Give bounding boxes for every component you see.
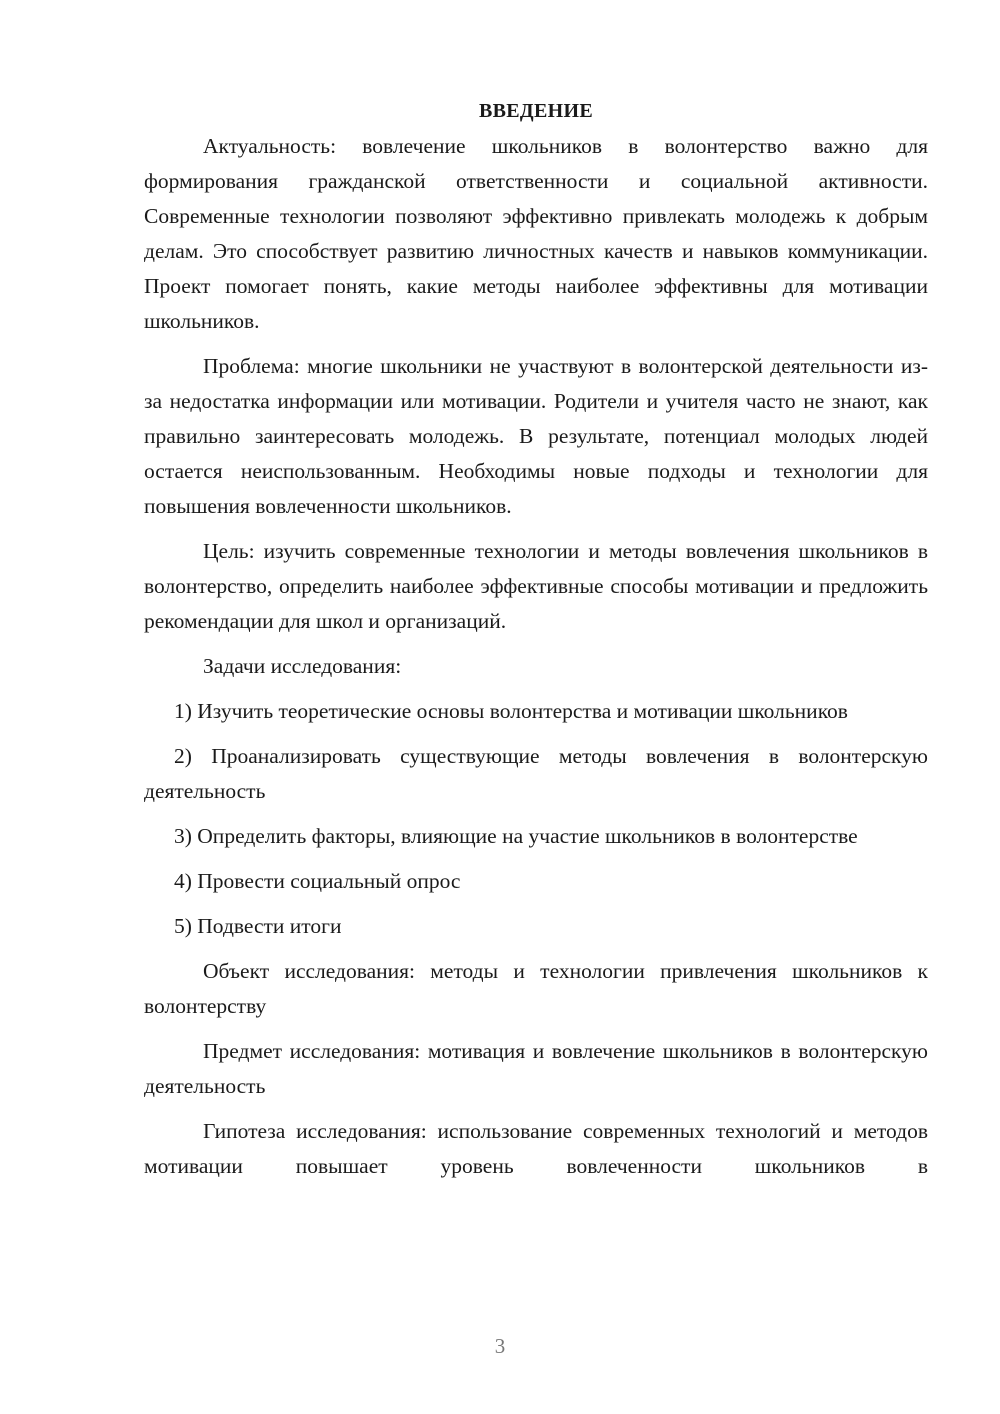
page-title: ВВЕДЕНИЕ — [479, 100, 593, 122]
task-item-3: 3) Определить факторы, влияющие на участие школьников в волонтерстве — [174, 824, 858, 848]
task-item-2: 2) Проанализировать существующие методы вовлечения в волонтерскую деятельность — [144, 744, 928, 803]
page-number: 3 — [494, 1334, 506, 1358]
paragraph-problem: Проблема: многие школьники не участвуют в волонтерской деятельности из-за недостатка информации или мотивации. Родители и учителя часто не знают, как правильно заинтересовать молодежь. В результате, потенциал молодых людей остается неиспользованным. Необходимы новые подходы и технологии для повышения вовлеченности школьников. — [144, 354, 928, 518]
paragraph-hypothesis: Гипотеза исследования: использование современных технологий и методов мотивации повышает уровень вовлеченности школьников в — [144, 1119, 928, 1178]
task-item-1: 1) Изучить теоретические основы волонтерства и мотивации школьников — [174, 699, 848, 723]
paragraph-subject: Предмет исследования: мотивация и вовлечение школьников в волонтерскую деятельность — [144, 1039, 928, 1098]
task-item-4: 4) Провести социальный опрос — [174, 869, 461, 893]
tasks-heading: Задачи исследования: — [203, 654, 402, 678]
page-content — [144, 94, 928, 1219]
paragraph-object: Объект исследования: методы и технологии привлечения школьников к волонтерству — [144, 959, 928, 1018]
task-item-5: 5) Подвести итоги — [174, 914, 342, 938]
paragraph-goal: Цель: изучить современные технологии и методы вовлечения школьников в волонтерство, определить наиболее эффективные способы мотивации и предложить рекомендации для школ и организаций. — [144, 539, 928, 633]
paragraph-relevance: Актуальность: вовлечение школьников в волонтерство важно для формирования гражданской ответственности и социальной активности. Современные технологии позволяют эффективно привлекать молодежь к добрым делам. Это способствует развитию личностных качеств и навыков коммуникации. Проект помогает понять, какие методы наиболее эффективны для мотивации школьников. — [144, 134, 928, 333]
